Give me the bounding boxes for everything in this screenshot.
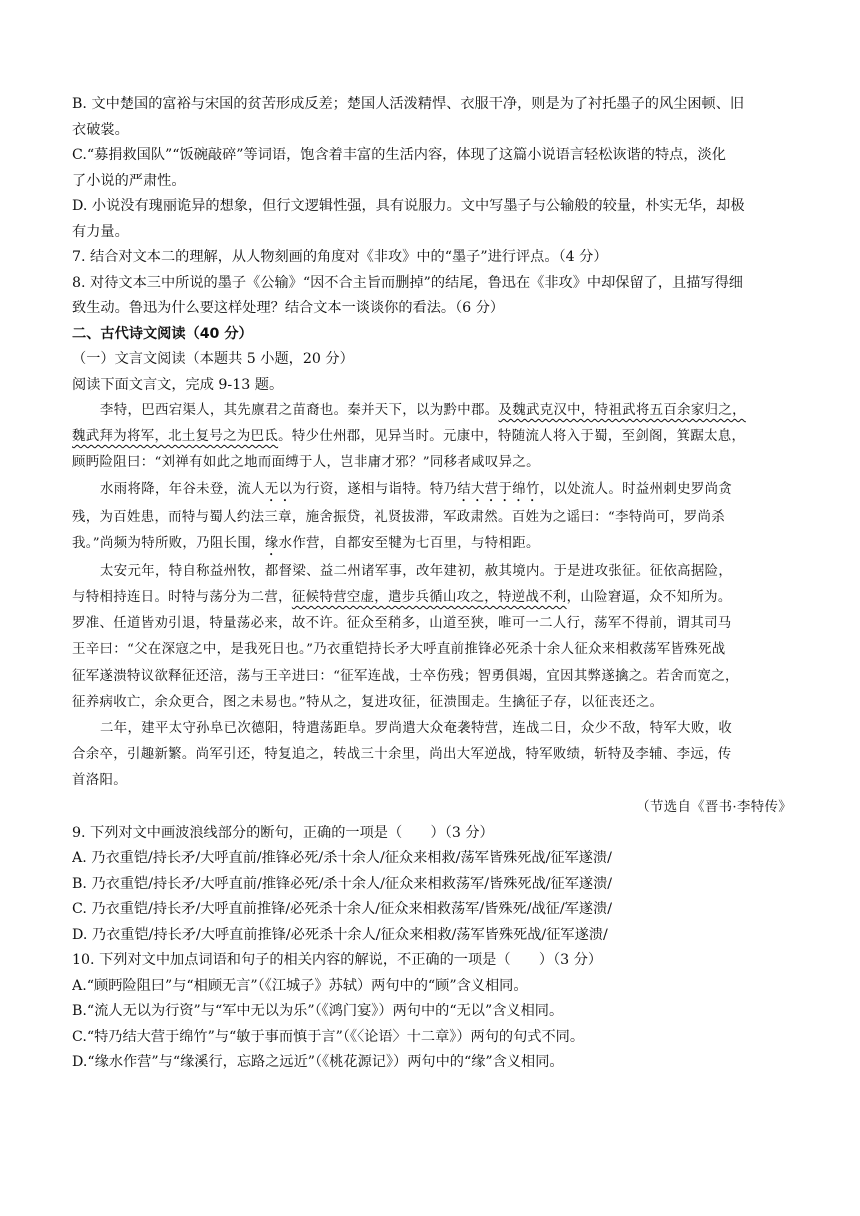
passage-text: 与特相持连日。时特与荡分为二营， [72,590,292,606]
wavy-underline: 魏武拜为将军，北土复号之为巴氐 [72,429,279,445]
q6-option-d-line2: 有力量。 [72,223,129,240]
passage-line [72,424,792,450]
passage-text: ，山险窘逼，众不知所为。 [566,590,732,606]
passage-line [72,585,792,611]
passage-text: 李特，巴西宕渠人，其先廪君之苗裔也。秦并天下，以为黔中郡。 [100,403,499,418]
passage-text: 。特少仕州郡，见异当时。元康中，特随流人将入于蜀，至剑阁，箕踞太息， [278,429,746,445]
dotted-word: 结大营于绵竹 [457,481,540,497]
wavy-underline: 征候特营空虚，遣步兵循山攻之，特逆战不利 [291,590,567,606]
question-10-option-b: B.“流人无以为行资”与“军中无以为乐”（《鸿门宴》）两句中的“无以”含义相同。 [72,1003,564,1020]
question-7: 7. 结合对文本二的理解，从人物刻画的角度对《非攻》中的“墨子”进行评点。（4 分） [72,249,608,265]
exam-page [72,92,792,1076]
passage-line [72,531,792,559]
passage-line: 征军遂溃特议欲释征还涪，荡与王辛进曰：“征军连战，士卒伤残；智勇俱竭，宜因其弊遂擒之。若舍而宽之， [72,668,739,684]
passage-text: 水作营，自都安至犍为七百里，与特相距。 [278,535,540,551]
q6-option-d-line1: D. 小说没有瑰丽诡异的想象，但行文逻辑性强，具有说服力。文中写墨子与公输般的较量，朴实无华，却极 [72,198,745,214]
passage-text: 我。”尚频为特所败，乃阻长围， [72,535,265,551]
q6-option-b-line1: B. 文中楚国的富裕与宋国的贫苦形成反差；楚国人活泼精悍、衣服干净，则是为了衬托墨子的风尘困顿、旧 [72,96,745,112]
q6-option-c-line1: C.“募捐救国队”“饭碗敲碎”等词语，饱含着丰富的生活内容，体现了这篇小说语言轻松诙谐的特点，淡化 [72,147,726,163]
passage-text: ，以处流人。时益州刺史罗尚贪 [539,481,733,497]
question-9-option-b: B. 乃衣重铠/持长矛/大呼直前/推锋必死/杀十余人/征众来相救荡军/皆殊死战/征军遂溃/ [72,875,613,892]
question-9-option-d: D. 乃衣重铠/持长矛/大呼直前推锋/必死杀十余人/征众来相救/荡军皆殊死战/征军遂溃/ [72,926,608,943]
passage-line: 顾眄险阻曰：“刘禅有如此之地而面缚于人，岂非庸才邪？”同移者咸叹异之。 [72,455,540,471]
subsection-title: （一）文言文阅读（本题共 5 小题，20 分） [72,351,354,367]
wavy-underline: 及魏武克汉中，特祖武将五百余家归之， [498,403,746,418]
q6-option-c-line2: 了小说的严肃性。 [72,172,186,189]
section-title: 二、古代诗文阅读（40 分） [72,325,253,342]
passage-text: 为行资，遂相与诣特。特乃 [292,481,458,497]
passage-line: 合余卒，引趣新繁。尚军引还，特复追之，转战三十余里，尚出大军逆战，特军败绩，斩特及李辅、李远，传 [72,747,732,763]
reading-instruction: 阅读下面文言文，完成 9-13 题。 [72,376,284,393]
passage-text: 水雨将降，年谷未登，流人 [100,481,265,497]
question-8-line2: 致生动。鲁迅为什么要这样处理？结合文本一谈谈你的看法。（6 分） [72,300,505,316]
passage-line: 太安元年，特自称益州牧，都督梁、益二州诸军事，改年建初，赦其境内。于是进攻张征。征依高据险， [100,563,733,579]
dotted-word: 缘 [264,535,279,551]
passage-line: 征养病收亡，余众更合，图之未易也。”特从之，复进攻征，征溃围走。生擒征子存，以征丧还之。 [72,694,664,710]
passage-line [72,398,792,424]
question-10-option-d: D.“缘水作营”与“缘溪行，忘路之远近”（《桃花源记》）两句中的“缘”含义相同。 [72,1054,564,1071]
dotted-word: 无以 [264,481,293,497]
passage-line: 首洛阳。 [72,773,127,789]
question-9-stem: 9. 下列对文中画波浪线部分的断句，正确的一项是（ ）（3 分） [72,824,494,841]
passage-source: （节选自《晋书·李特传》 [636,799,792,815]
question-9-option-c: C. 乃衣重铠/持长矛/大呼直前推锋/必死杀十余人/征众来相救荡军/皆殊死/战征/军遂溃/ [72,901,612,918]
passage-line: 王辛曰：“父在深寇之中，是我死日也。”乃衣重铠持长矛大呼直前推锋必死杀十余人征众来相救荡军皆殊死战 [72,642,726,658]
question-8-line1: 8. 对待文本三中所说的墨子《公输》“因不合主旨而删掉”的结尾，鲁迅在《非攻》中却保留了，且描写得细 [72,274,743,291]
passage-line: 残，为百姓患，而特与蜀人约法三章，施舍振贷，礼贤拔滞，军政肃然。百姓为之谣曰：“李特尚可，罗尚杀 [72,509,726,525]
question-10-option-a: A.“顾眄险阻曰”与“相顾无言”（《江城子》苏轼）两句中的“顾”含义相同。 [72,977,528,994]
question-10-option-c: C.“特乃结大营于绵竹”与“敏于事而慎于言”（《〈论语〉十二章》）两句的句式不同。 [72,1028,585,1045]
passage-line: 二年，建平太守孙阜已次德阳，特遣荡距阜。罗尚遣大众奄袭特营，连战二日，众少不敌，特军大败，收 [100,721,733,737]
passage-line: 罗准、任道皆劝引退，特量荡必来，故不许。征众至稍多，山道至狭，唯可一二人行，荡军不得前，谓其司马 [72,616,732,632]
question-9-option-a: A. 乃衣重铠/持长矛/大呼直前/推锋必死/杀十余人/征众来相救/荡军皆殊死战/征军遂溃/ [72,850,612,867]
question-10-stem: 10. 下列对文中加点词语和句子的相关内容的解说，不正确的一项是（ ）（3 分） [72,952,603,969]
passage-line [72,477,792,505]
q6-option-b-line2: 衣破裳。 [72,121,129,138]
